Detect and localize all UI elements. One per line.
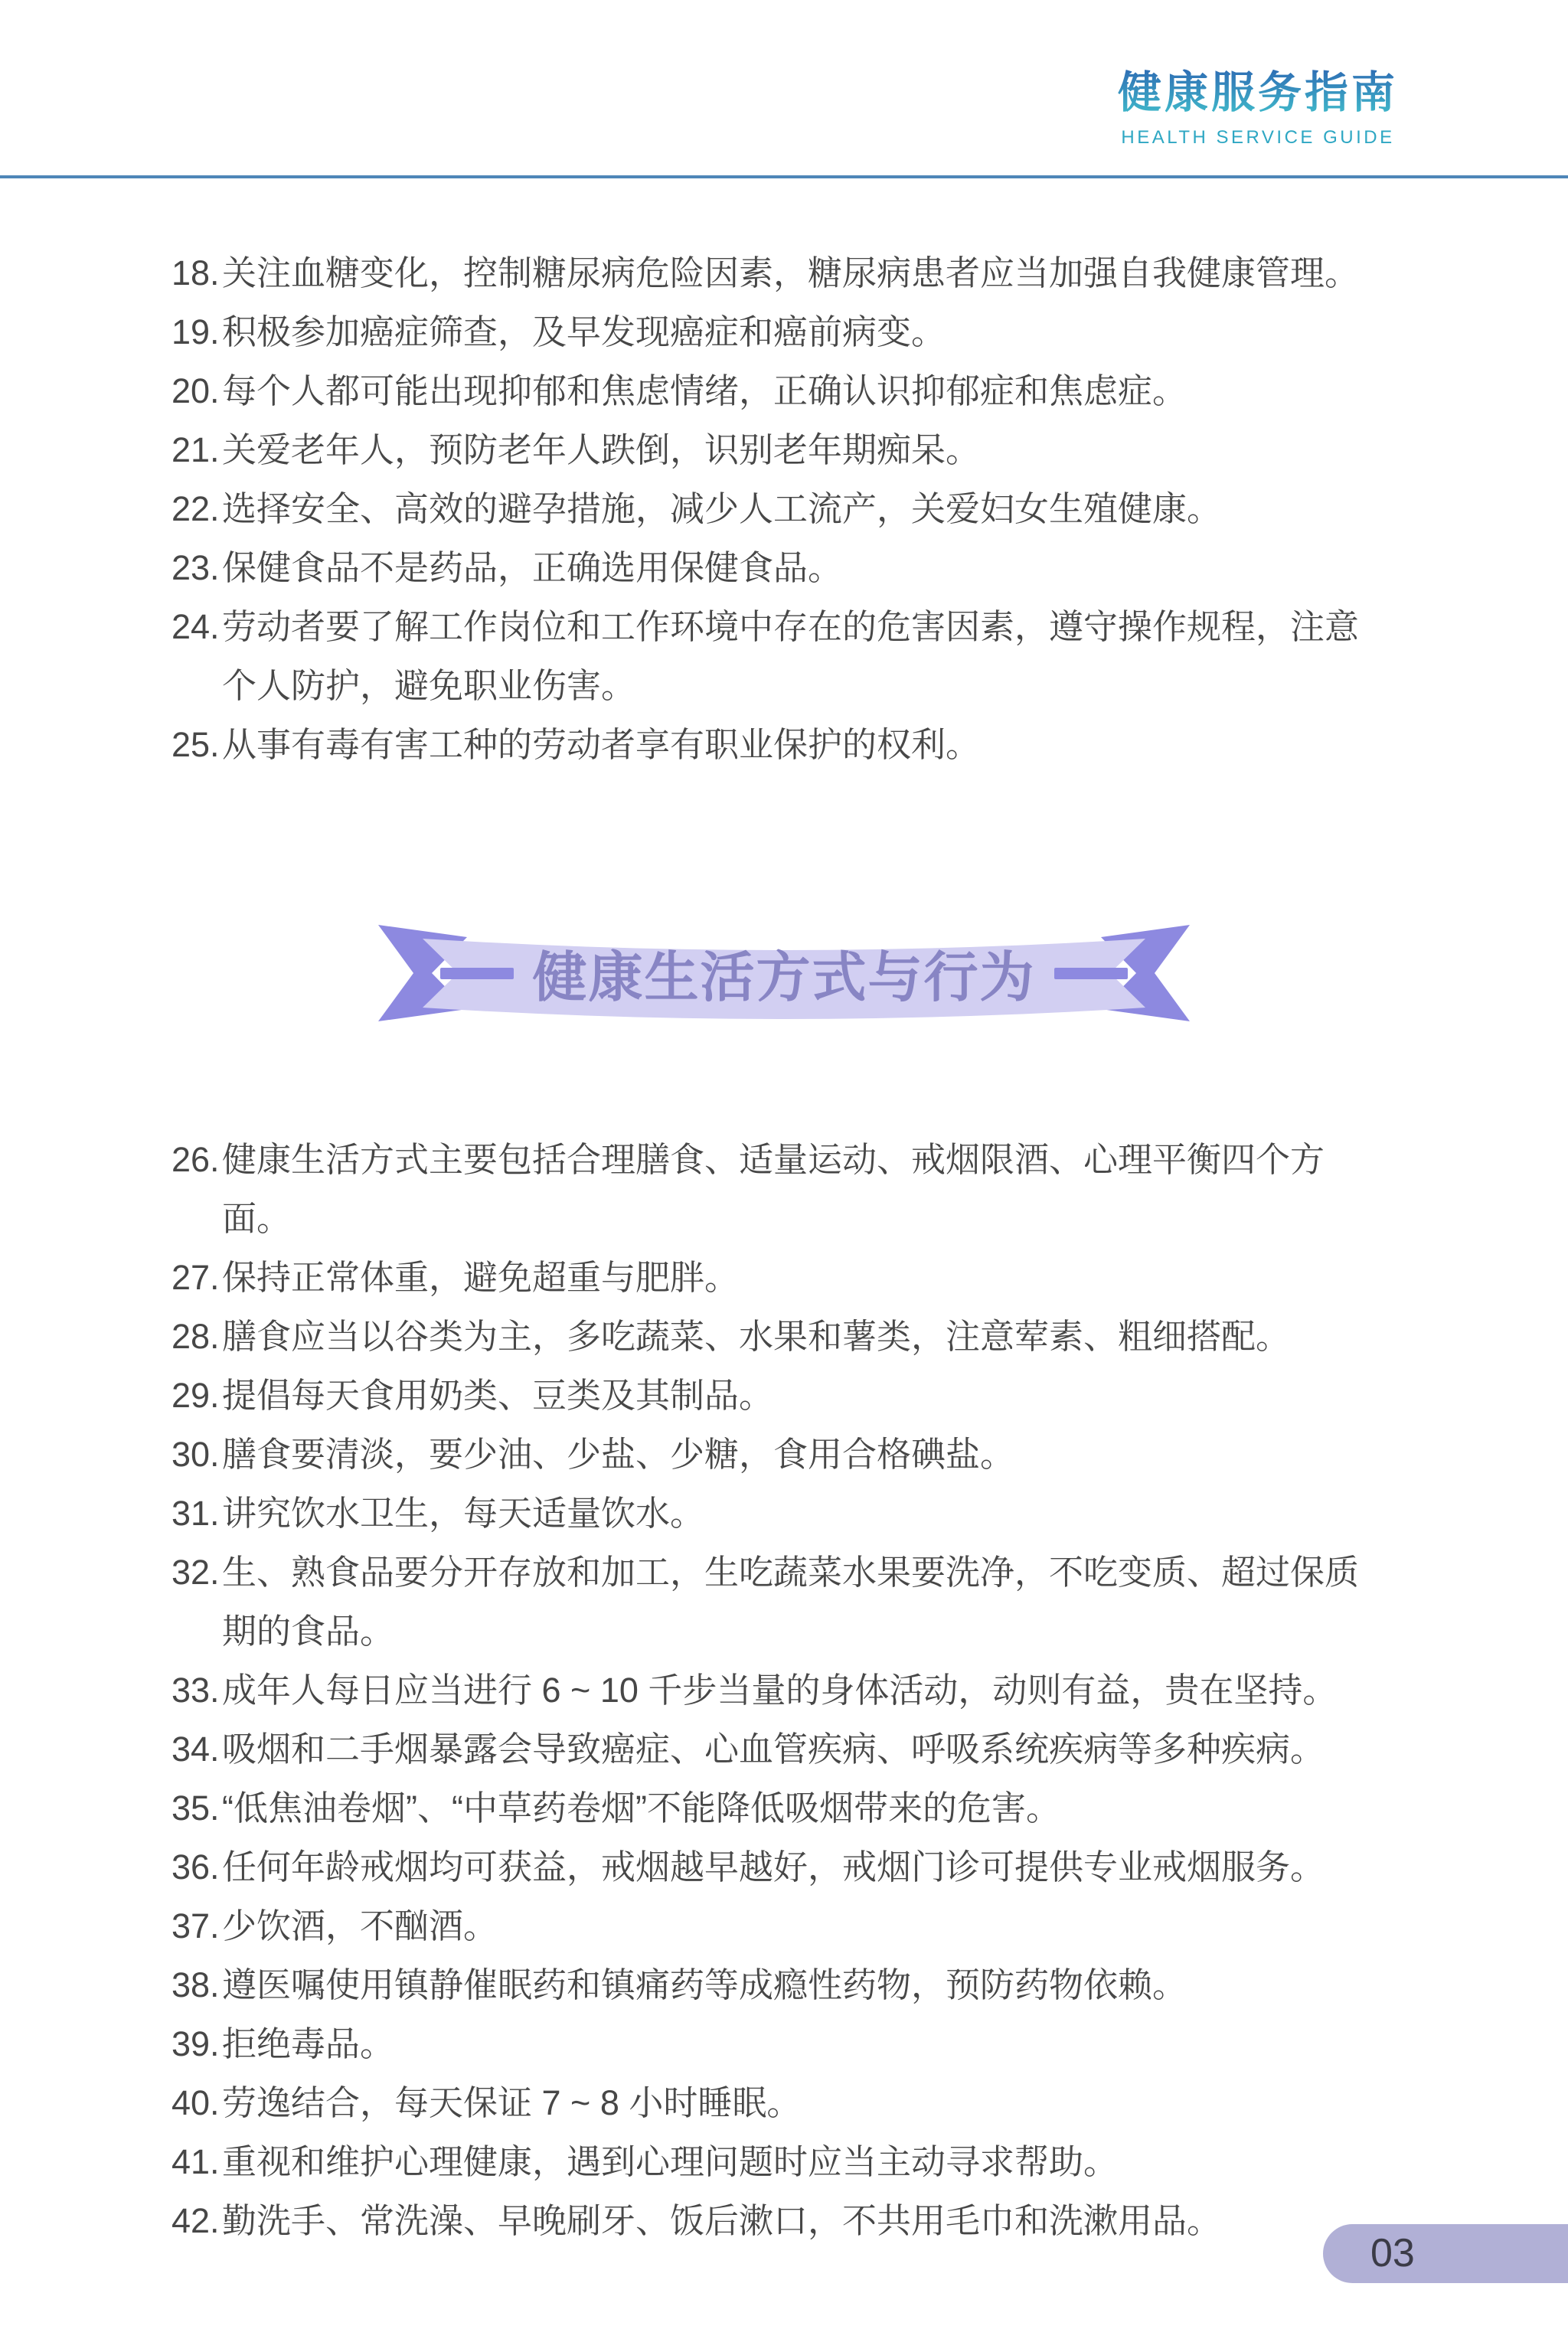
banner-title: 健康生活方式与行为 <box>532 948 1036 1008</box>
banner-dash-left-icon <box>440 968 514 979</box>
page-number-badge <box>1323 2224 1568 2283</box>
list-item <box>172 538 1390 597</box>
item-text: 保持正常体重，避免超重与肥胖。 <box>222 1258 740 1297</box>
list-item <box>172 1955 1390 2014</box>
item-text: 重视和维护心理健康，遇到心理问题时应当主动寻求帮助。 <box>222 2142 1119 2181</box>
item-text: 关爱老年人，预防老年人跌倒，识别老年期痴呆。 <box>222 430 981 469</box>
list-item <box>172 1484 1390 1543</box>
list-item <box>172 420 1390 479</box>
item-number: 34. <box>172 1730 220 1769</box>
item-text: 任何年龄戒烟均可获益，戒烟越早越好，戒烟门诊可提供专业戒烟服务。 <box>222 1847 1325 1886</box>
list-item <box>172 2014 1390 2073</box>
item-number: 29. <box>172 1376 220 1415</box>
item-number: 32. <box>172 1553 220 1592</box>
item-number: 25. <box>172 725 220 764</box>
list-item <box>172 361 1390 420</box>
item-text: “低焦油卷烟”、“中草药卷烟”不能降低吸烟带来的危害。 <box>222 1788 1060 1828</box>
item-number: 26. <box>172 1140 220 1179</box>
item-number: 24. <box>172 607 220 646</box>
list-item <box>172 715 1390 774</box>
list-item <box>172 1366 1390 1425</box>
item-number: 40. <box>172 2083 220 2122</box>
item-text: 积极参加癌症筛查，及早发现癌症和癌前病变。 <box>222 312 946 351</box>
banner-title-row <box>378 917 1190 1029</box>
item-number: 27. <box>172 1258 220 1297</box>
item-number: 30. <box>172 1435 220 1474</box>
page-number: 03 <box>1370 2231 1415 2275</box>
banner-dash-right-icon <box>1054 968 1128 979</box>
list-item <box>172 479 1390 538</box>
item-number: 41. <box>172 2142 220 2181</box>
item-text: 成年人每日应当进行 6 ~ 10 千步当量的身体活动，动则有益，贵在坚持。 <box>222 1671 1338 1710</box>
item-number: 39. <box>172 2024 220 2063</box>
list-item <box>172 1543 1390 1661</box>
item-number: 28. <box>172 1317 220 1356</box>
item-number: 23. <box>172 548 220 587</box>
list-item <box>172 1248 1390 1307</box>
list-item <box>172 2191 1390 2250</box>
item-text: 拒绝毒品。 <box>222 2024 395 2063</box>
health-tips-list-bottom <box>172 1130 1390 2250</box>
list-item <box>172 302 1390 361</box>
list-item <box>172 597 1390 715</box>
item-text: 劳动者要了解工作岗位和工作环境中存在的危害因素，遵守操作规程，注意个人防护，避免职业伤害。 <box>222 607 1360 705</box>
header-divider-rule <box>0 175 1568 178</box>
list-item <box>172 1661 1390 1720</box>
item-text: 勤洗手、常洗澡、早晚刷牙、饭后漱口，不共用毛巾和洗漱用品。 <box>222 2201 1222 2240</box>
item-text: 关注血糖变化，控制糖尿病危险因素，糖尿病患者应当加强自我健康管理。 <box>222 253 1360 292</box>
item-text: 讲究饮水卫生，每天适量饮水。 <box>222 1494 705 1533</box>
item-text: 膳食要清淡，要少油、少盐、少糖，食用合格碘盐。 <box>222 1435 1015 1474</box>
item-text: 生、熟食品要分开存放和加工，生吃蔬菜水果要洗净，不吃变质、超过保质期的食品。 <box>222 1553 1360 1651</box>
list-item <box>172 2132 1390 2191</box>
item-text: 选择安全、高效的避孕措施，减少人工流产，关爱妇女生殖健康。 <box>222 489 1222 528</box>
item-number: 42. <box>172 2201 220 2240</box>
item-text: 健康生活方式主要包括合理膳食、适量运动、戒烟限酒、心理平衡四个方面。 <box>222 1140 1325 1238</box>
item-number: 36. <box>172 1847 220 1886</box>
item-number: 35. <box>172 1788 220 1828</box>
list-item <box>172 1779 1390 1838</box>
item-number: 37. <box>172 1906 220 1945</box>
item-text: 从事有毒有害工种的劳动者享有职业保护的权利。 <box>222 725 981 764</box>
health-tips-list-top <box>172 243 1390 774</box>
item-text: 劳逸结合，每天保证 7 ~ 8 小时睡眠。 <box>222 2083 802 2122</box>
item-text: 保健食品不是药品，正确选用保健食品。 <box>222 548 843 587</box>
list-item <box>172 1838 1390 1896</box>
list-item <box>172 2073 1390 2132</box>
item-number: 20. <box>172 371 220 410</box>
item-text: 少饮酒，不酗酒。 <box>222 1906 498 1945</box>
item-text: 遵医嘱使用镇静催眠药和镇痛药等成瘾性药物，预防药物依赖。 <box>222 1965 1187 2004</box>
item-number: 18. <box>172 253 220 292</box>
item-number: 19. <box>172 312 220 351</box>
item-text: 每个人都可能出现抑郁和焦虑情绪，正确认识抑郁症和焦虑症。 <box>222 371 1187 410</box>
header-logo <box>1118 69 1398 149</box>
item-number: 31. <box>172 1494 220 1533</box>
item-number: 22. <box>172 489 220 528</box>
list-item <box>172 243 1390 302</box>
item-number: 33. <box>172 1671 220 1710</box>
logo-subtitle: HEALTH SERVICE GUIDE <box>1121 126 1395 148</box>
item-text: 吸烟和二手烟暴露会导致癌症、心血管疾病、呼吸系统疾病等多种疾病。 <box>222 1730 1325 1769</box>
item-number: 38. <box>172 1965 220 2004</box>
logo-title: 健康服务指南 <box>1118 68 1398 117</box>
item-text: 提倡每天食用奶类、豆类及其制品。 <box>222 1376 774 1415</box>
list-item <box>172 1307 1390 1366</box>
item-text: 膳食应当以谷类为主，多吃蔬菜、水果和薯类，注意荤素、粗细搭配。 <box>222 1317 1291 1356</box>
section-banner <box>378 917 1190 1029</box>
list-item <box>172 1896 1390 1955</box>
list-item <box>172 1130 1390 1248</box>
item-number: 21. <box>172 430 220 469</box>
list-item <box>172 1720 1390 1779</box>
list-item <box>172 1425 1390 1484</box>
